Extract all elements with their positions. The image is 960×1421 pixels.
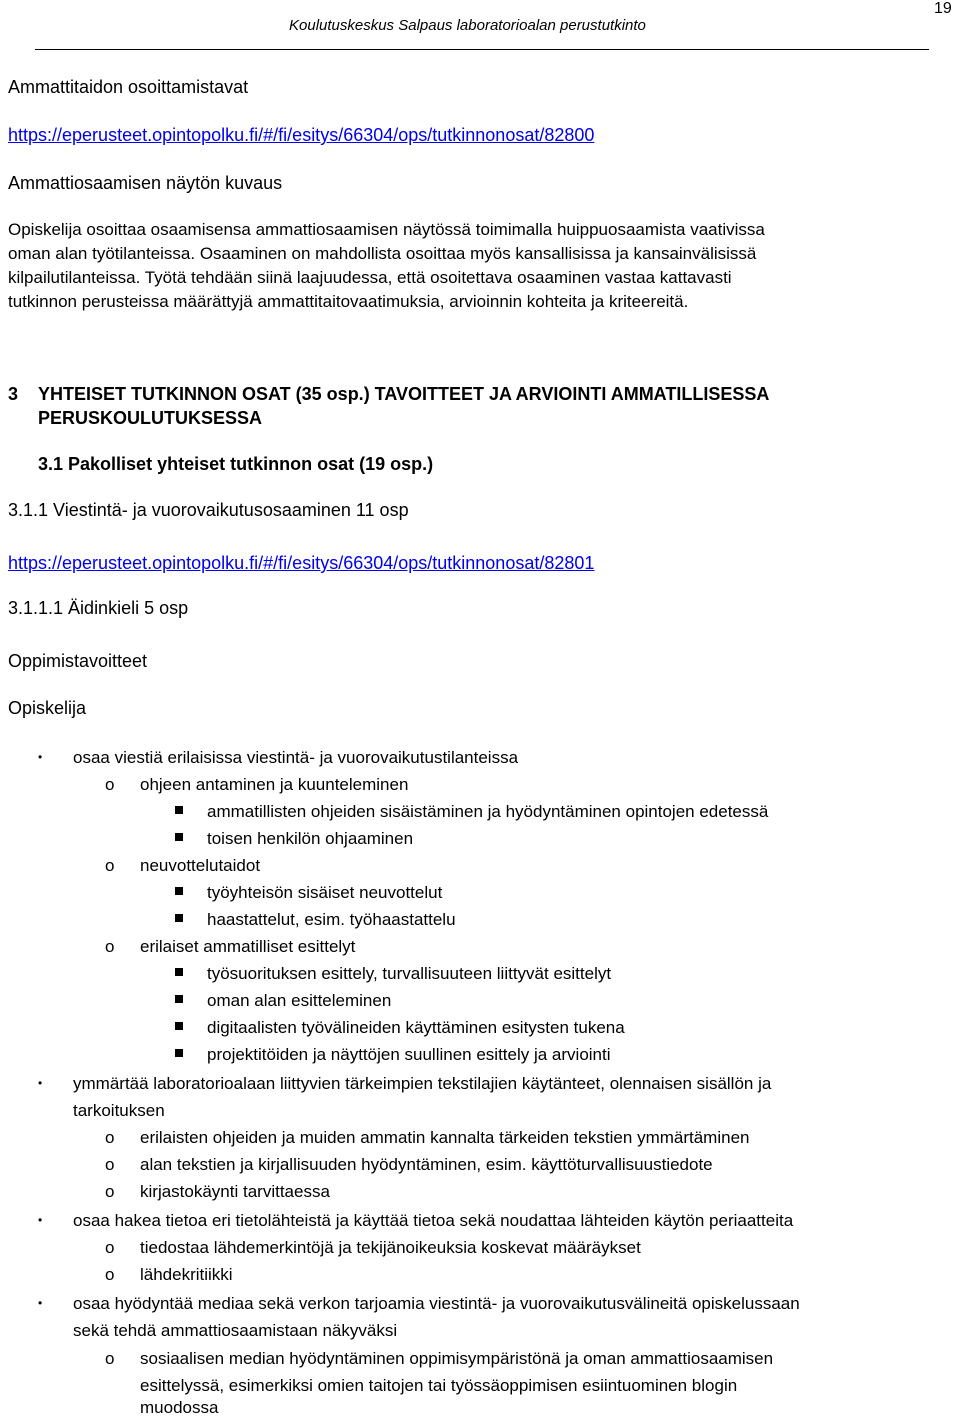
square-bullet-icon (175, 806, 183, 814)
objective-subsubitem: toisen henkilön ohjaaminen (207, 829, 414, 848)
circle-bullet-icon: o (105, 1128, 115, 1147)
square-bullet-icon (175, 833, 183, 841)
objective-item-continuation: sekä tehdä ammattiosaamistaan näkyväksi (73, 1321, 398, 1340)
objective-subsubitem: digitaalisten työvälineiden käyttäminen esitysten tukena (207, 1018, 625, 1037)
subject-heading: 3.1.1.1 Äidinkieli 5 osp (8, 598, 189, 618)
square-bullet-icon (175, 887, 183, 895)
circle-bullet-icon: o (105, 1349, 115, 1368)
page-number: 19 (934, 0, 952, 17)
objective-subsubitem: oman alan esitteleminen (207, 991, 392, 1010)
objective-subitem-continuation: muodossa (140, 1398, 219, 1417)
circle-bullet-icon: o (105, 1265, 115, 1284)
circle-bullet-icon: o (105, 1155, 115, 1174)
objective-item: ymmärtää laboratorioalaan liittyvien tärkeimpien tekstilajien käytänteet, olennaisen sisällön ja (73, 1074, 772, 1093)
circle-bullet-icon: o (105, 1182, 115, 1201)
objective-item: osaa viestiä erilaisissa viestintä- ja vuorovaikutustilanteissa (73, 748, 519, 767)
learner-label: Opiskelija (8, 698, 87, 718)
objective-subitem: sosiaalisen median hyödyntäminen oppimisympäristönä ja oman ammattiosaamisen (140, 1349, 774, 1368)
section-title-line2: PERUSKOULUTUKSESSA (38, 408, 263, 428)
section-number: 3 (8, 384, 19, 404)
circle-bullet-icon: o (105, 775, 115, 794)
bullet-icon: • (38, 1213, 43, 1227)
paragraph-line: tutkinnon perusteissa määrättyjä ammattitaitovaatimuksia, arvioinnin kohteita ja kriteereitä. (8, 292, 689, 311)
paragraph-line: Opiskelija osoittaa osaamisensa ammattiosaamisen näytössä toimimalla huippuosaamista vaativissa (8, 220, 765, 239)
bullet-icon: • (38, 1296, 43, 1310)
section-title-line1: YHTEISET TUTKINNON OSAT (35 osp.) TAVOITTEET JA ARVIOINTI AMMATILLISESSA (38, 384, 770, 404)
objective-subitem: erilaisten ohjeiden ja muiden ammatin kannalta tärkeiden tekstien ymmärtäminen (140, 1128, 750, 1147)
square-bullet-icon (175, 995, 183, 1003)
header-divider (35, 49, 929, 50)
objective-item: osaa hyödyntää mediaa sekä verkon tarjoamia viestintä- ja vuorovaikutusvälineitä opiskelussaan (73, 1294, 800, 1313)
circle-bullet-icon: o (105, 1238, 115, 1257)
bullet-icon: • (38, 1076, 43, 1090)
square-bullet-icon (175, 968, 183, 976)
subsubsection-heading: 3.1.1 Viestintä- ja vuorovaikutusosaaminen 11 osp (8, 500, 409, 520)
objective-item: osaa hakea tietoa eri tietolähteistä ja käyttää tietoa sekä noudattaa lähteiden käytön periaatteita (73, 1211, 794, 1230)
objective-subsubitem: ammatillisten ohjeiden sisäistäminen ja hyödyntäminen opintojen edetessä (207, 802, 769, 821)
objective-subitem: lähdekritiikki (140, 1265, 233, 1284)
eperusteet-link-82801[interactable]: https://eperusteet.opintopolku.fi/#/fi/esitys/66304/ops/tutkinnonosat/82801 (8, 553, 595, 573)
objectives-heading: Oppimistavoitteet (8, 651, 148, 671)
objective-subitem: alan tekstien ja kirjallisuuden hyödyntäminen, esim. käyttöturvallisuustiedote (140, 1155, 713, 1174)
heading-demonstration-methods: Ammattitaidon osoittamistavat (8, 77, 249, 97)
heading-skills-demonstration: Ammattiosaamisen näytön kuvaus (8, 173, 283, 193)
circle-bullet-icon: o (105, 856, 115, 875)
objective-subitem: tiedostaa lähdemerkintöjä ja tekijänoikeuksia koskevat määräykset (140, 1238, 641, 1257)
objective-subitem: neuvottelutaidot (140, 856, 261, 875)
objective-subitem-continuation: esittelyssä, esimerkiksi omien taitojen tai työssäoppimisen esiintuominen blogin (140, 1376, 738, 1395)
objective-subitem: kirjastokäynti tarvittaessa (140, 1182, 330, 1201)
bullet-icon: • (38, 750, 43, 764)
objective-item-continuation: tarkoituksen (73, 1101, 165, 1120)
paragraph-line: kilpailutilanteissa. Työtä tehdään siinä laajuudessa, että osoitettava osaaminen vastaa kattavasti (8, 268, 732, 287)
subsection-heading: 3.1 Pakolliset yhteiset tutkinnon osat (19 osp.) (38, 454, 434, 474)
objective-subitem: erilaiset ammatilliset esittelyt (140, 937, 356, 956)
objective-subsubitem: työsuorituksen esittely, turvallisuuteen liittyvät esittelyt (207, 964, 612, 983)
square-bullet-icon (175, 1049, 183, 1057)
square-bullet-icon (175, 914, 183, 922)
eperusteet-link-82800[interactable]: https://eperusteet.opintopolku.fi/#/fi/esitys/66304/ops/tutkinnonosat/82800 (8, 125, 595, 145)
objective-subsubitem: projektitöiden ja näyttöjen suullinen esittely ja arviointi (207, 1045, 611, 1064)
circle-bullet-icon: o (105, 937, 115, 956)
objective-subsubitem: työyhteisön sisäiset neuvottelut (207, 883, 443, 902)
square-bullet-icon (175, 1022, 183, 1030)
paragraph-line: oman alan työtilanteissa. Osaaminen on mahdollista osoittaa myös kansallisissa ja kansainvälisissä (8, 244, 757, 263)
objective-subsubitem: haastattelut, esim. työhaastattelu (207, 910, 456, 929)
header-title: Koulutuskeskus Salpaus laboratorioalan perustutkinto (289, 17, 646, 34)
objective-subitem: ohjeen antaminen ja kuunteleminen (140, 775, 409, 794)
